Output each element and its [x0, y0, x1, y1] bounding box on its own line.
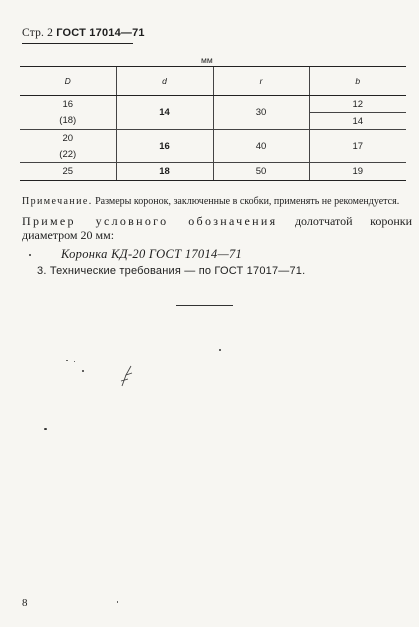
cell-b: 19 [309, 163, 406, 181]
cell-d: 16 [116, 130, 213, 163]
table-row [20, 163, 406, 181]
dimensions-table [20, 66, 406, 181]
scan-speck [66, 360, 68, 361]
table-note [22, 196, 410, 208]
note-lead: Примечание. [22, 196, 93, 207]
column-header-D: D [20, 67, 116, 96]
column-header-d: d [116, 67, 213, 96]
page-header [22, 27, 145, 39]
example-lead: Пример условного обозначения [22, 214, 278, 228]
requirements-clause: 3. Технические требования — по ГОСТ 17017—71. [37, 265, 306, 277]
designation-line: Коронка КД-20 ГОСТ 17014—71 [61, 247, 243, 261]
example-text: долотчатой коронки диаметром 20 мм: [22, 214, 412, 242]
column-header-r: r [213, 67, 309, 96]
cell-D: 16 [62, 98, 74, 110]
scan-scribble [118, 364, 140, 390]
table-header-row [20, 67, 406, 96]
end-rule [176, 305, 233, 306]
cell-D: (18) [59, 115, 77, 127]
cell-D: 25 [20, 163, 116, 181]
cell-b: 14 [309, 113, 406, 130]
scan-speck [117, 601, 118, 603]
table-row [20, 96, 406, 113]
table-row [20, 130, 406, 147]
cell-b: 12 [309, 96, 406, 113]
scan-speck [29, 254, 31, 256]
page-number: 8 [22, 597, 28, 609]
scan-speck [44, 428, 47, 430]
standard-number: ГОСТ 17014—71 [56, 27, 145, 39]
page-label: Стр. 2 [22, 27, 54, 39]
column-header-b: b [309, 67, 406, 96]
scan-speck [74, 361, 75, 362]
cell-b: 17 [309, 130, 406, 163]
table-unit: мм [201, 55, 213, 65]
cell-r: 50 [213, 163, 309, 181]
note-text: Размеры коронок, заключенные в скобки, применять не рекомендуется. [95, 196, 400, 207]
designation-example [22, 214, 412, 242]
cell-D: (22) [59, 148, 77, 160]
cell-D: 20 [20, 130, 116, 147]
header-underline [22, 43, 133, 44]
cell-r: 30 [213, 96, 309, 130]
cell-d: 14 [116, 96, 213, 130]
cell-d: 18 [116, 163, 213, 181]
cell-r: 40 [213, 130, 309, 163]
scan-speck [219, 349, 221, 351]
scan-speck [82, 370, 84, 372]
